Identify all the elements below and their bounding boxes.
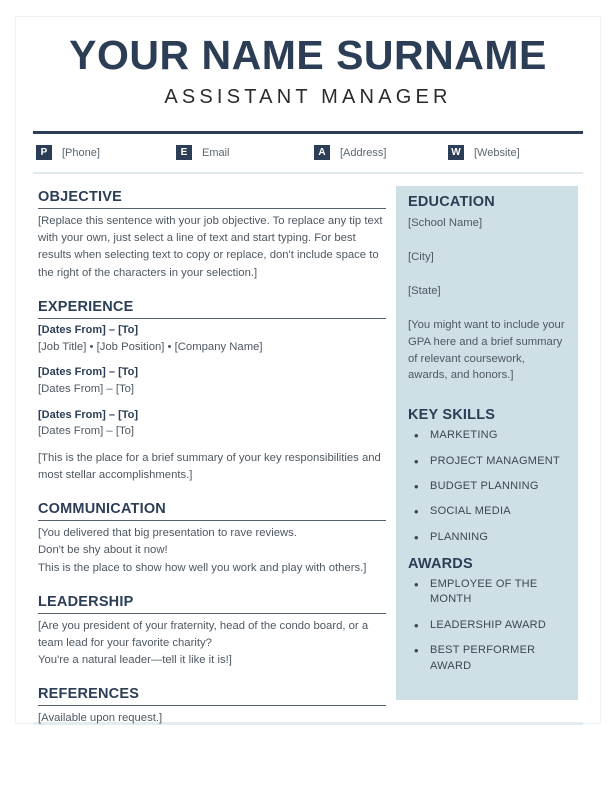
experience-dates: [Dates From] – [To] [38, 323, 139, 336]
communication-heading: COMMUNICATION [38, 501, 166, 518]
header-divider [33, 131, 583, 134]
experience-summary[interactable]: [This is the place for a brief summary of your key responsibilities and most stellar accomplishments.] [38, 451, 381, 481]
sidebar-section-awards [408, 555, 566, 674]
experience-entry[interactable] [38, 365, 386, 397]
contact-email-label: Email [202, 146, 230, 159]
section-leadership [38, 593, 386, 670]
contact-item-website[interactable] [448, 145, 520, 160]
list-item[interactable]: • MARKETING [408, 428, 566, 443]
list-item[interactable]: • LEADERSHIP AWARD [408, 618, 566, 633]
contact-address-label: [Address] [340, 146, 387, 159]
communication-line-2: Don't be shy about it now! [38, 544, 168, 557]
sidebar [396, 186, 578, 700]
leadership-heading: LEADERSHIP [38, 593, 134, 610]
education-city[interactable]: [City] [408, 250, 434, 263]
section-references [38, 685, 386, 727]
contact-item-address[interactable] [314, 145, 386, 160]
candidate-job-title: ASSISTANT MANAGER [164, 86, 452, 109]
education-note[interactable]: [You might want to include your GPA here and a brief summary of relevant coursework, awards, and honors.] [408, 318, 565, 382]
contact-item-email[interactable] [176, 145, 230, 160]
awards-heading: AWARDS [408, 556, 473, 573]
contact-divider [33, 172, 583, 174]
website-icon: W [448, 145, 464, 160]
communication-line-3: This is the place to show how well you work and play with others.] [38, 561, 367, 574]
experience-heading: EXPERIENCE [38, 298, 134, 315]
objective-text[interactable]: [Replace this sentence with your job objective. To replace any tip text with your own, just select a line of text and start typing. For best results when selecting text to copy or replace, don't include space to the right of the characters in your selection.] [38, 215, 383, 279]
contact-website-label: [Website] [474, 146, 520, 159]
contact-phone-label: [Phone] [62, 146, 100, 159]
education-heading: EDUCATION [408, 194, 495, 210]
experience-entry[interactable] [38, 323, 386, 355]
contact-bar [36, 145, 584, 164]
section-objective [38, 188, 386, 282]
objective-rule [38, 208, 386, 209]
communication-rule [38, 520, 386, 521]
experience-dates: [Dates From] – [To] [38, 408, 139, 421]
leadership-line-2: team lead for your favorite charity? [38, 637, 212, 649]
experience-detail: [Dates From] – [To] [38, 383, 135, 396]
main-column [38, 188, 386, 730]
references-rule [38, 705, 386, 706]
objective-heading: OBJECTIVE [38, 189, 122, 205]
experience-rule [38, 318, 386, 319]
phone-icon: P [36, 145, 52, 160]
communication-text[interactable] [38, 525, 386, 576]
key-skills-heading: KEY SKILLS [408, 407, 496, 424]
leadership-line-1: [Are you president of your fraternity, head of the condo board, or a [38, 619, 369, 632]
address-icon: A [314, 145, 330, 160]
list-item[interactable]: • SOCIAL MEDIA [408, 504, 566, 519]
header [33, 34, 583, 109]
communication-line-1: [You delivered that big presentation to rave reviews. [38, 527, 297, 540]
section-experience [38, 298, 386, 484]
leadership-rule [38, 613, 386, 614]
leadership-text[interactable] [38, 618, 386, 669]
experience-detail: [Job Title] • [Job Position] • [Company Name] [38, 340, 263, 353]
sidebar-section-key-skills [408, 406, 566, 545]
candidate-name: YOUR NAME SURNAME [69, 32, 547, 78]
education-school[interactable]: [School Name] [408, 216, 483, 229]
list-item[interactable]: • BEST PERFORMER AWARD [408, 643, 566, 674]
references-heading: REFERENCES [38, 686, 140, 703]
list-item[interactable]: • BUDGET PLANNING [408, 479, 566, 494]
awards-list [408, 577, 566, 674]
section-communication [38, 500, 386, 577]
list-item[interactable]: • PLANNING [408, 530, 566, 545]
contact-item-phone[interactable] [36, 145, 100, 160]
email-icon: E [176, 145, 192, 160]
experience-entry[interactable] [38, 408, 386, 440]
references-text[interactable]: [Available upon request.] [38, 712, 163, 725]
list-item[interactable]: • PROJECT MANAGMENT [408, 454, 566, 469]
list-item[interactable]: • EMPLOYEE OF THE MONTH [408, 577, 566, 608]
key-skills-list [408, 428, 566, 545]
sidebar-section-education [408, 193, 566, 384]
education-state[interactable]: [State] [408, 284, 441, 297]
experience-dates: [Dates From] – [To] [38, 366, 139, 379]
experience-detail: [Dates From] – [To] [38, 425, 135, 438]
leadership-line-3: You're a natural leader—tell it like it is!] [38, 654, 232, 667]
